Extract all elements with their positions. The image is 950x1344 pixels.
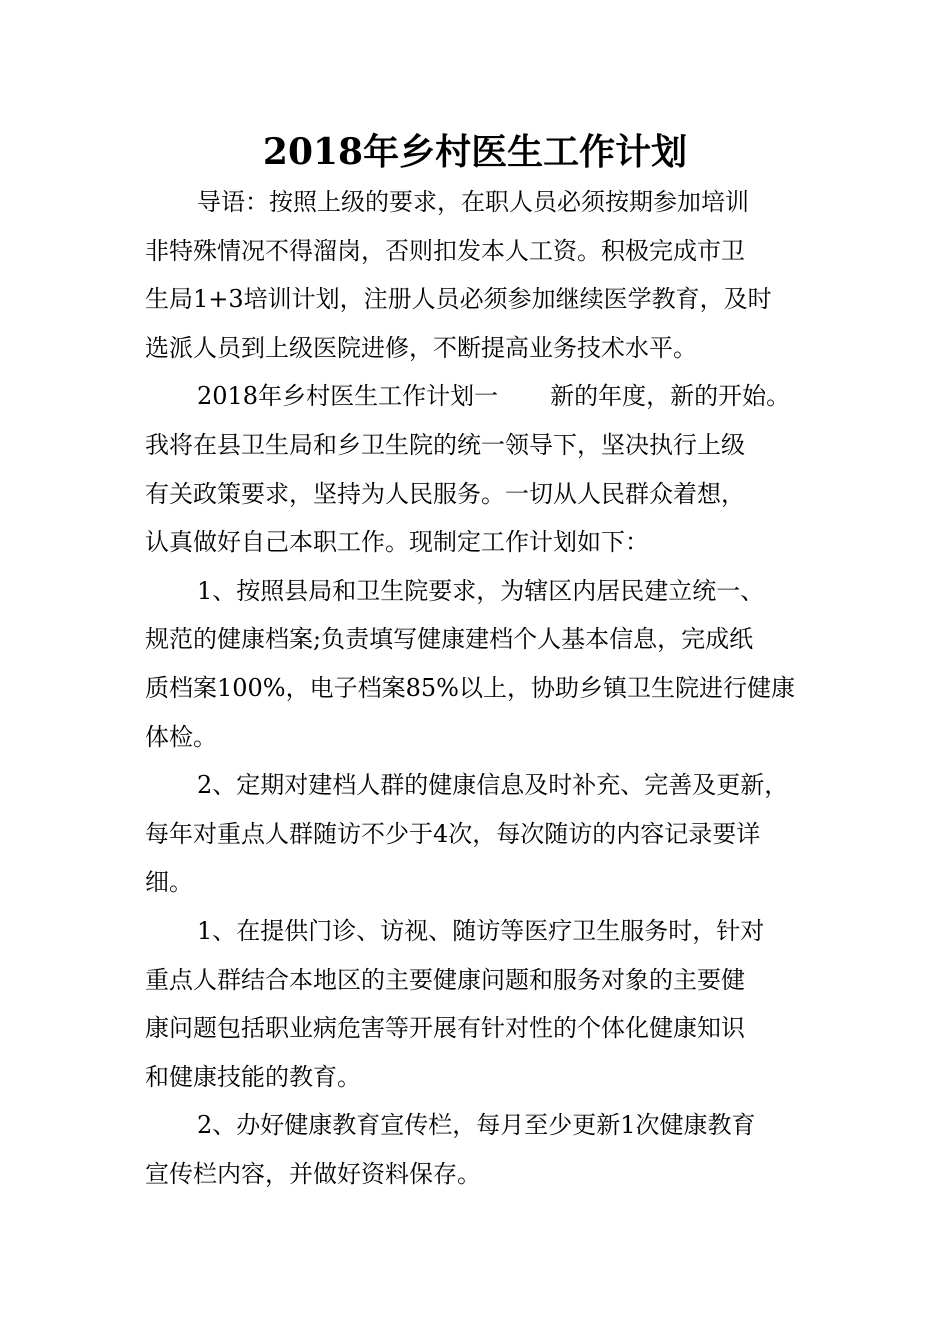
text-line: 体检。 (145, 722, 217, 751)
text-line: 宣传栏内容，并做好资料保存。 (145, 1159, 481, 1188)
text-line: 非特殊情况不得溜岗，否则扣发本人工资。积极完成市卫 (145, 236, 745, 265)
text-line: 质档案100%，电子档案85%以上，协助乡镇卫生院进行健康 (145, 673, 795, 702)
text-line: 2、定期对建档人群的健康信息及时补充、完善及更新， (197, 771, 789, 800)
text-line: 选派人员到上级医院进修，不断提高业务技术水平。 (145, 333, 697, 362)
text-line: 生局1+3培训计划，注册人员必须参加继续医学教育，及时 (145, 285, 772, 314)
text-line: 导语：按照上级的要求，在职人员必须按期参加培训 (197, 188, 749, 216)
text-line: 规范的健康档案;负责填写健康建档个人基本信息，完成纸 (145, 625, 754, 654)
text-line: 和健康技能的教育。 (145, 1062, 361, 1091)
text-line: 重点人群结合本地区的主要健康问题和服务对象的主要健 (145, 965, 745, 994)
text-line: 2、办好健康教育宣传栏，每月至少更新1次健康教育 (197, 1111, 756, 1140)
section-heading: 2018年乡村医生工作计划一 (197, 382, 499, 411)
text-line: 1、在提供门诊、访视、随访等医疗卫生服务时，针对 (197, 916, 765, 945)
text-line: 认真做好自己本职工作。现制定工作计划如下： (145, 528, 649, 557)
text-line: 有关政策要求，坚持为人民服务。一切从人民群众着想， (145, 479, 745, 508)
text-line: 细。 (145, 868, 193, 897)
text-line: 康问题包括职业病危害等开展有针对性的个体化健康知识 (145, 1014, 745, 1043)
text-line: 每年对重点人群随访不少于4次，每次随访的内容记录要详 (145, 819, 761, 848)
section-heading-line (145, 372, 815, 421)
text-line: 我将在县卫生局和乡卫生院的统一领导下，坚决执行上级 (145, 430, 745, 459)
document-title: 2018年乡村医生工作计划 (262, 131, 688, 173)
document-body (145, 178, 815, 1198)
text-segment: 新的年度，新的开始。 (550, 382, 791, 411)
text-line: 1、按照县局和卫生院要求，为辖区内居民建立统一、 (197, 576, 765, 605)
